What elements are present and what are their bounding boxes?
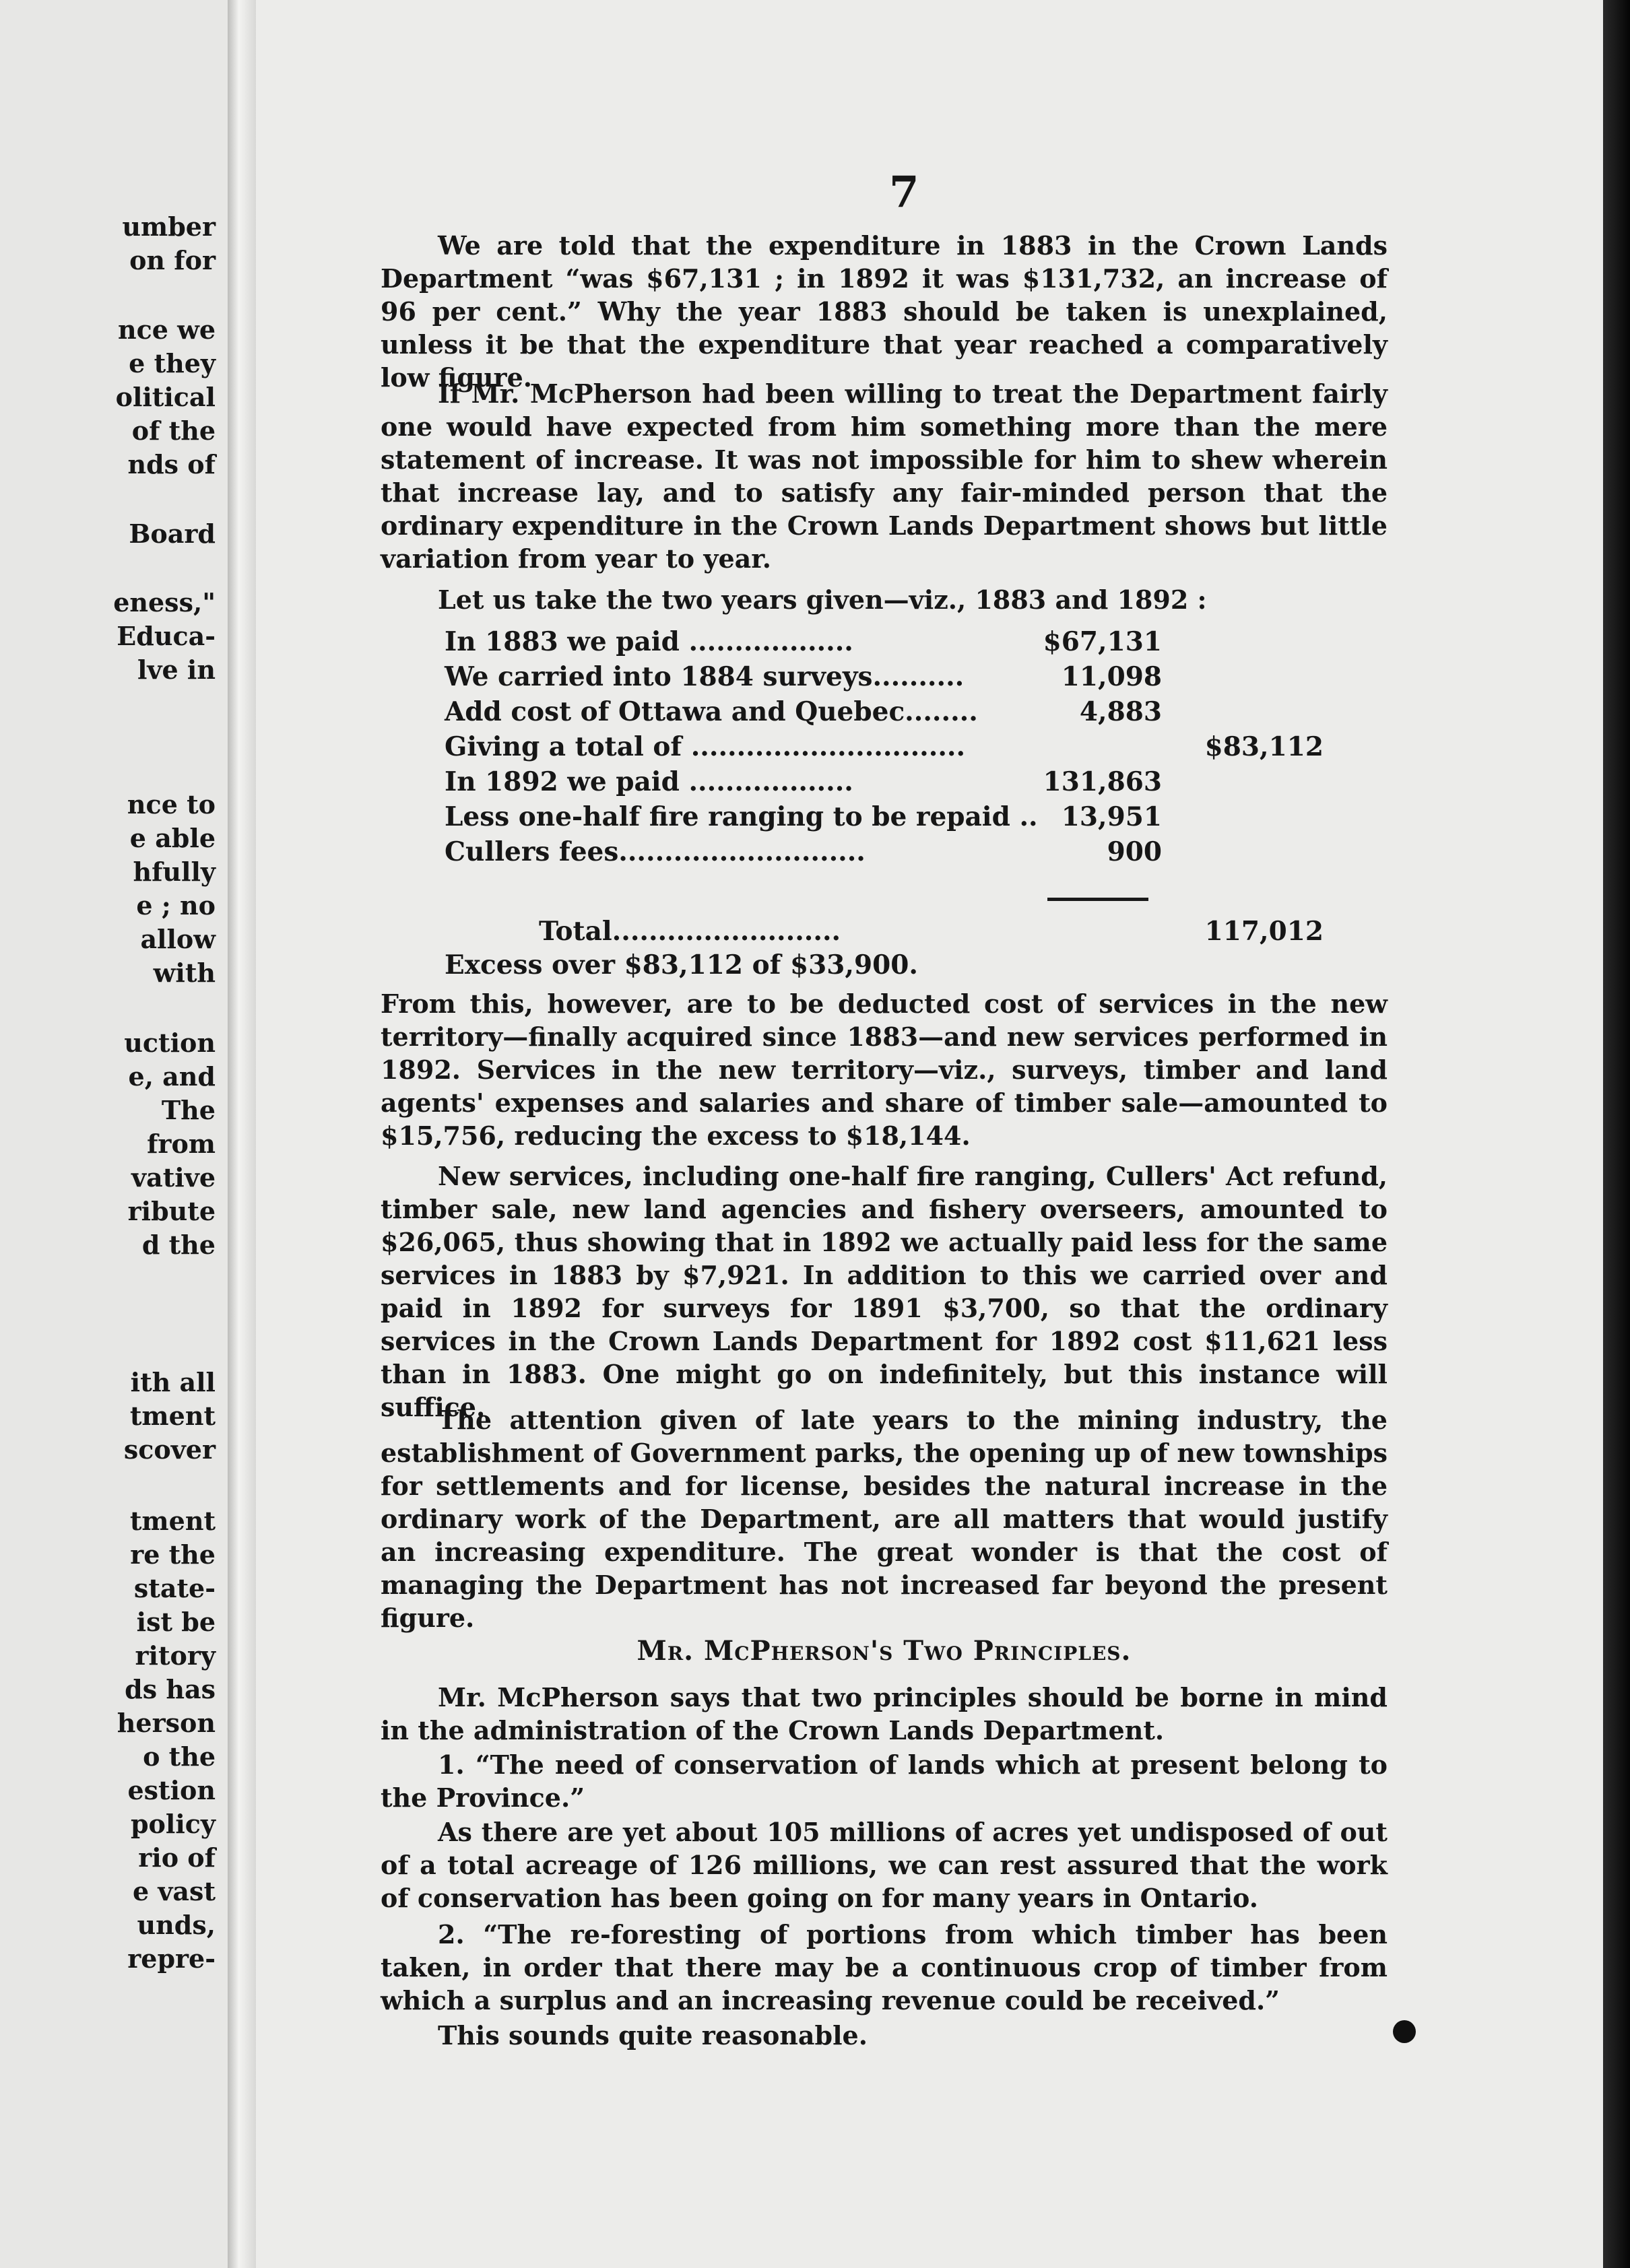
paragraph: We are told that the expenditure in 1883 in the Crown Lands Department “was $67,131 ; in 1892 it was $131,732, an increase of 96 per cent.” Why the year 1883 should be taken is unexplained, unless it be that the expenditure that year reached a comparatively low figure. bbox=[381, 230, 1388, 393]
table-row-label: Giving a total of .............................. bbox=[445, 731, 966, 762]
facing-page-fragment: ritory bbox=[135, 1640, 216, 1671]
paragraph: The attention given of late years to the mining industry, the establishment of Government parks, the opening up of new townships for settlements and for license, besides the natural increase in the ordinary work of the Department, are all matters that would justify an increasing expenditure. The great wonder is that the cost of managing the Department has not increased far beyond the present figure. bbox=[381, 1405, 1388, 1633]
table-row-label: In 1883 we paid .................. bbox=[445, 626, 853, 657]
facing-page-fragment: olitical bbox=[115, 382, 216, 412]
paragraph: As there are yet about 105 millions of acres yet undisposed of out of a total acreage of 126 millions, we can rest assured that the work of conservation has been going on for many years in Ontario. bbox=[381, 1817, 1388, 1913]
facing-page-fragment: o the bbox=[143, 1741, 216, 1772]
facing-page-fragment: ds has bbox=[125, 1674, 216, 1704]
facing-page-fragment: uction bbox=[124, 1028, 216, 1058]
facing-page-fragment: vative bbox=[131, 1162, 216, 1193]
facing-page-fragment: repre- bbox=[127, 1943, 216, 1974]
table-row-label: Add cost of Ottawa and Quebec........ bbox=[445, 696, 978, 727]
facing-page-fragment: hfully bbox=[133, 857, 216, 887]
table-row-label: We carried into 1884 surveys.......... bbox=[445, 661, 965, 692]
excess-text: Excess over $83,112 of $33,900. bbox=[445, 949, 918, 980]
facing-page-fragment: from bbox=[147, 1129, 216, 1159]
facing-page-fragment: policy bbox=[130, 1809, 216, 1839]
facing-page-fragment: on for bbox=[129, 245, 216, 275]
paragraph: New services, including one-half fire ranging, Cullers' Act refund, timber sale, new land agencies and fishery overseers, amounted to $26,065, thus showing that in 1892 we actually paid less for the same services in 1883 by $7,921. In addition to this we carried over and paid in 1892 for surveys for 1891 $3,700, so that the ordinary services in the Crown Lands Department for 1892 cost $11,621 less than in 1883. One might go on indefinitely, but this instance will suffice. bbox=[381, 1161, 1388, 1422]
facing-page-fragment: nce to bbox=[127, 789, 216, 820]
facing-page-fragment: scover bbox=[123, 1434, 216, 1465]
facing-page-fragment: with bbox=[153, 958, 216, 988]
facing-page-fragment: unds, bbox=[137, 1910, 216, 1940]
facing-page-fragment: nce we bbox=[117, 314, 216, 345]
facing-page-fragment: e vast bbox=[132, 1876, 216, 1906]
paragraph: 2. “The re-foresting of portions from which timber has been taken, in order that there may be a continuous crop of timber from which a surplus and an increasing revenue could be received.” bbox=[381, 1919, 1388, 2015]
facing-page-fragment: estion bbox=[127, 1775, 216, 1805]
page-number: 7 bbox=[889, 167, 919, 218]
facing-page-fragment: eness," bbox=[113, 587, 216, 618]
facing-page-fragment: lve in bbox=[137, 655, 216, 685]
section-heading: Mr. McPherson's Two Principles. bbox=[637, 1635, 1132, 1667]
facing-page-fragment: tment bbox=[129, 1401, 216, 1431]
facing-page-fragment: e ; no bbox=[136, 890, 216, 921]
table-row-total: $83,112 bbox=[1204, 731, 1324, 762]
paragraph: Mr. McPherson says that two principles should be borne in mind in the administration of the Crown Lands Department. bbox=[381, 1682, 1388, 1745]
paragraph: 1. “The need of conservation of lands which at present belong to the Province.” bbox=[381, 1749, 1388, 1813]
page-edge-shadow bbox=[1603, 0, 1630, 2268]
facing-page-fragment: re the bbox=[130, 1539, 216, 1570]
facing-page-fragment: e able bbox=[129, 823, 216, 853]
table-row-label: In 1892 we paid .................. bbox=[445, 766, 853, 797]
facing-page-fragment: The bbox=[161, 1095, 216, 1125]
facing-page-fragment: herson bbox=[117, 1708, 216, 1738]
facing-page-fragment: d the bbox=[141, 1230, 216, 1260]
facing-page-fragment: e they bbox=[129, 348, 216, 378]
paragraph: This sounds quite reasonable. bbox=[438, 2020, 868, 2050]
paragraph: From this, however, are to be deducted cost of services in the new territory—finally acquired since 1883—and new services performed in 1892. Services in the new territory—viz., surveys, timber and land agents' expenses and salaries and share of timber sale—amounted to $15,756, reducing the excess to $18,144. bbox=[381, 989, 1388, 1151]
facing-page-fragment: Board bbox=[129, 519, 216, 549]
table-row-value: 900 bbox=[1107, 836, 1162, 867]
table-total-value: 117,012 bbox=[1204, 916, 1324, 947]
table-row-label: Cullers fees........................... bbox=[445, 836, 866, 867]
facing-page-fragment: rio of bbox=[138, 1842, 216, 1873]
table-row-value: 131,863 bbox=[1043, 766, 1162, 797]
table-row-value: $67,131 bbox=[1043, 626, 1162, 657]
page-gutter bbox=[228, 0, 256, 2268]
table-total-label: Total......................... bbox=[539, 916, 841, 947]
facing-page-fragment: ith all bbox=[130, 1367, 216, 1397]
table-row-value: 11,098 bbox=[1061, 661, 1162, 692]
facing-page-fragment: of the bbox=[131, 415, 216, 446]
facing-page-fragment: nds of bbox=[127, 449, 216, 479]
table-row-label: Less one-half fire ranging to be repaid .. bbox=[445, 801, 1038, 832]
facing-page-fragment: ribute bbox=[127, 1196, 216, 1226]
facing-page-fragment: Educa- bbox=[117, 621, 216, 651]
table-row-value: 13,951 bbox=[1061, 801, 1162, 832]
facing-page-fragment: umber bbox=[122, 211, 216, 242]
facing-page-fragment: state- bbox=[133, 1573, 216, 1603]
facing-page-fragment: e, and bbox=[128, 1061, 216, 1092]
facing-page-fragment: ist be bbox=[136, 1607, 216, 1637]
facing-page bbox=[0, 0, 228, 2268]
paragraph: Let us take the two years given—viz., 1883 and 1892 : bbox=[438, 585, 1207, 615]
total-rule bbox=[1047, 898, 1148, 901]
facing-page-fragment: tment bbox=[129, 1506, 216, 1536]
facing-page-fragment: allow bbox=[140, 924, 216, 954]
ink-blot bbox=[1393, 2020, 1416, 2043]
table-row-value: 4,883 bbox=[1079, 696, 1162, 727]
paragraph: If Mr. McPherson had been willing to treat the Department fairly one would have expected from him something more than the mere statement of increase. It was not impossible for him to shew wherein that increase lay, and to satisfy any fair-minded person that the ordinary expenditure in the Crown Lands Department shows but little variation from year to year. bbox=[381, 378, 1388, 574]
